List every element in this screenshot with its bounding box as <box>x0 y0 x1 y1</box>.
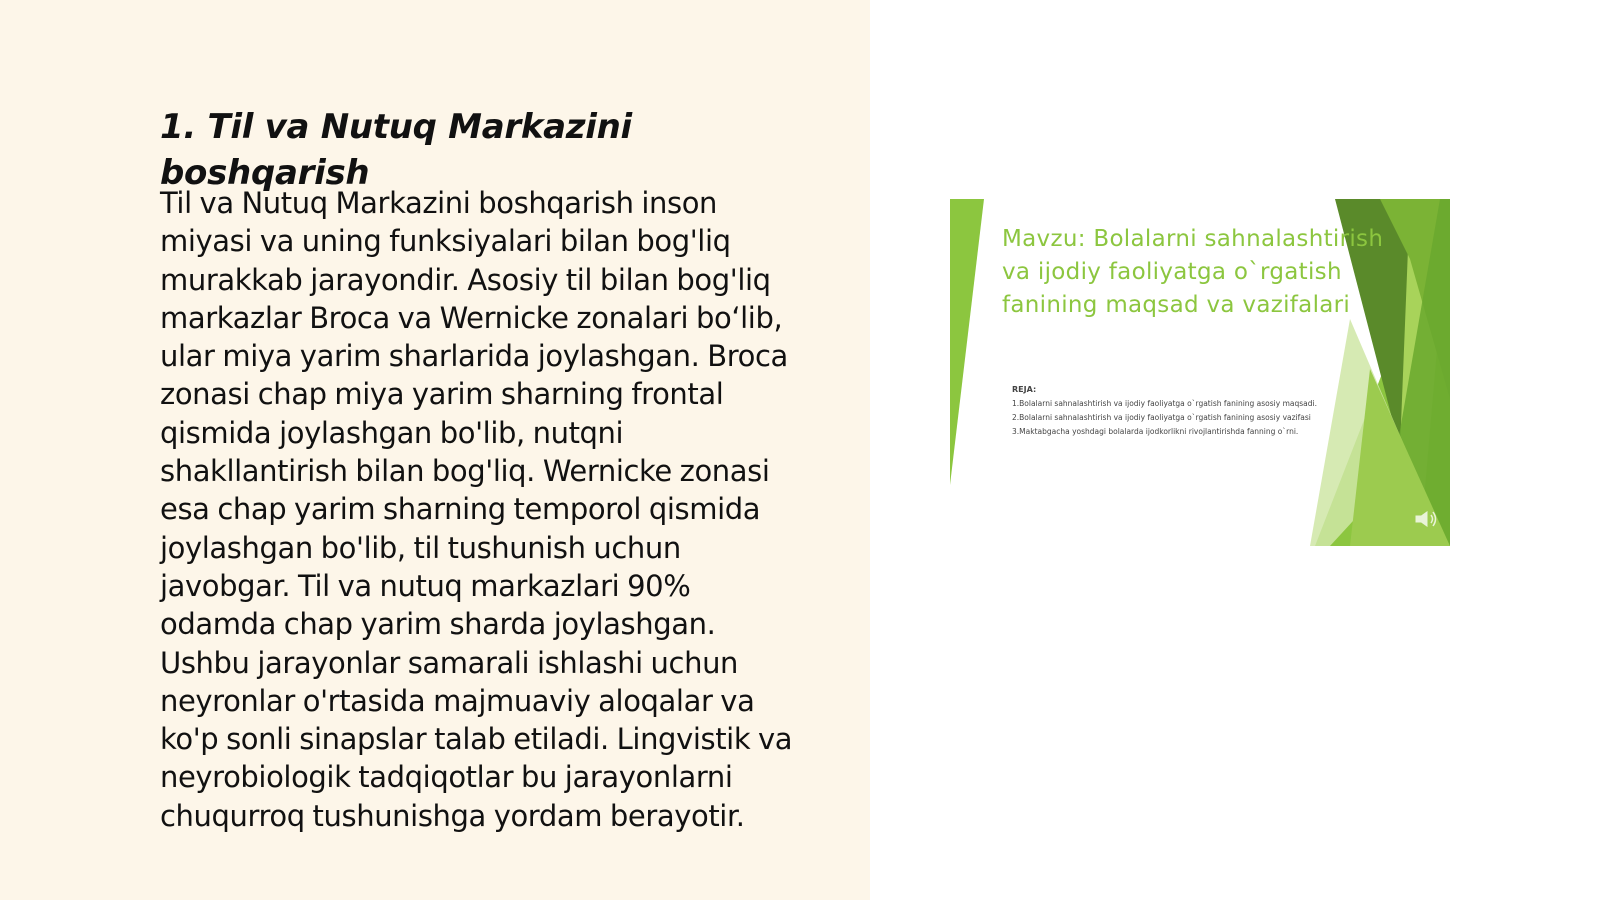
body-line: miyasi va uning funksiyalari bilan bog'liq <box>160 224 731 259</box>
body-line: Til va Nutuq Markazini boshqarish inson <box>160 186 718 220</box>
body-line: chuqurroq tushunishga yordam berayotir. <box>160 798 745 833</box>
body-line: javobgar. Til va nutuq markazlari 90% <box>160 568 691 603</box>
body-line: neyronlar o'rtasida majmuaviy aloqalar va <box>160 683 755 718</box>
body-line: odamda chap yarim sharda joylashgan. <box>160 607 716 642</box>
body-line: joylashgan bo'lib, til tushunish uchun <box>160 530 681 565</box>
body-line: shakllantirish bilan bog'liq. Wernicke zonasi <box>160 454 770 489</box>
body-line: Ushbu jarayonlar samarali ishlashi uchun <box>160 645 739 680</box>
body-line: markazlar Broca va Wernicke zonalari bo‘lib, <box>160 300 783 335</box>
body-line: ular miya yarim sharlarida joylashgan. Broca <box>160 339 788 374</box>
body-line: esa chap yarim sharning temporol qismida <box>160 492 761 527</box>
thumbnail-title-line: fanining maqsad va vazifalari <box>1002 292 1351 318</box>
slide-body-text <box>160 184 840 835</box>
embedded-slide-thumbnail <box>950 199 1450 546</box>
plan-heading: REJA: <box>1012 385 1037 394</box>
slide-heading: 1. Til va Nutuq Markazini boshqarish <box>160 107 632 193</box>
body-line: zonasi chap miya yarim sharning frontal <box>160 377 724 412</box>
body-line: neyrobiologik tadqiqotlar bu jarayonlarni <box>160 760 733 795</box>
thumbnail-title-line: Mavzu: Bolalarni sahnalashtirish <box>1002 226 1384 252</box>
plan-item: 3.Maktabgacha yoshdagi bolalarda ijodkorlikni rivojlantirishda fanning o`rni. <box>1012 427 1299 436</box>
plan-item: 2.Bolalarni sahnalashtirish va ijodiy faoliyatga o`rgatish fanining asosiy vazifasi <box>1012 413 1311 422</box>
body-line: murakkab jarayondir. Asosiy til bilan bog'liq <box>160 262 771 297</box>
plan-item: 1.Bolalarni sahnalashtirish va ijodiy faoliyatga o`rgatish fanining asosiy maqsadi. <box>1012 399 1317 408</box>
thumbnail-plan <box>1012 383 1317 439</box>
thumbnail-title-line: va ijodiy faoliyatga o`rgatish <box>1002 259 1342 285</box>
body-line: ko'p sonli sinapslar talab etiladi. Lingvistik va <box>160 722 793 757</box>
thumbnail-title <box>1002 223 1442 322</box>
speaker-icon[interactable] <box>1412 507 1440 531</box>
body-line: qismida joylashgan bo'lib, nutqni <box>160 415 624 450</box>
